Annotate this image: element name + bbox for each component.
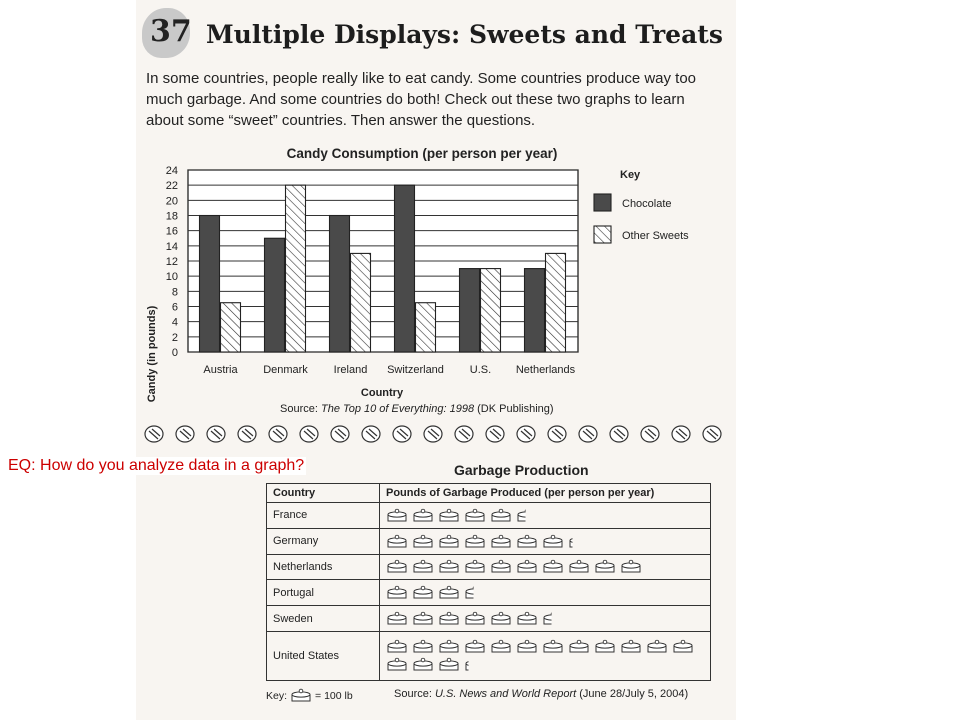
country-cell: Portugal [267, 580, 380, 606]
cake-icon [490, 559, 512, 574]
cake-icon [490, 639, 512, 654]
cake-icon [490, 534, 512, 549]
candy-icon [300, 426, 318, 442]
intro-paragraph: In some countries, people really like to eat candy. Some countries produce way too much garbage. And some countries do both! Check out these two graphs to learn about some “sweet” countries. Then answer the questions. [146, 70, 697, 129]
y-tick-label: 2 [171, 331, 178, 344]
bar-other-sweets [481, 269, 501, 352]
candy-icon [145, 426, 163, 442]
y-tick-label: 18 [165, 210, 178, 223]
candy-icon [641, 426, 659, 442]
icons-cell [380, 606, 711, 632]
cake-icon [386, 639, 408, 654]
icon-row [386, 506, 704, 525]
y-tick-label: 6 [171, 301, 178, 314]
cake-icon [542, 559, 564, 574]
icons-cell [380, 580, 711, 606]
table-row [267, 580, 711, 606]
cake-icon [438, 639, 460, 654]
bar-chocolate [200, 216, 220, 353]
cake-icon [438, 657, 460, 672]
bar-chocolate [460, 269, 480, 352]
cake-icon [516, 611, 538, 626]
bar-other-sweets [221, 303, 241, 352]
x-tick-label: Netherlands [515, 364, 576, 376]
table-row [267, 631, 711, 680]
legend-label: Other Sweets [622, 230, 689, 242]
worksheet-title: Multiple Displays: Sweets and Treats [206, 20, 723, 49]
cake-icon [412, 657, 434, 672]
cake-icon [646, 639, 668, 654]
cake-icon [516, 508, 538, 523]
y-tick-label: 8 [171, 286, 178, 299]
source-label: Source: [394, 688, 432, 700]
x-tick-label: Ireland [333, 364, 368, 376]
candy-icon [579, 426, 597, 442]
worksheet-header [142, 6, 732, 62]
y-tick-label: 4 [171, 316, 178, 329]
candy-icon [238, 426, 256, 442]
source-title: U.S. News and World Report [434, 688, 577, 700]
candy-icon [672, 426, 690, 442]
bar-chocolate [265, 238, 285, 352]
y-tick-label: 20 [165, 195, 178, 208]
candy-icon [455, 426, 473, 442]
lesson-number: 37 [150, 14, 192, 49]
cake-icon [438, 508, 460, 523]
cake-icon [464, 534, 486, 549]
icon-row [386, 609, 704, 628]
cake-icon [594, 639, 616, 654]
country-cell: Netherlands [267, 554, 380, 580]
candy-icon [517, 426, 535, 442]
y-tick-label: 12 [165, 256, 178, 268]
table-row [267, 528, 711, 554]
cake-icon [386, 508, 408, 523]
icons-cell [380, 528, 711, 554]
table-row [267, 554, 711, 580]
cake-icon [438, 611, 460, 626]
candy-icon [176, 426, 194, 442]
x-tick-label: Austria [203, 364, 238, 376]
cake-icon [464, 639, 486, 654]
chart-source: Source: The Top 10 of Everything: 1998 (DK Publishing) [280, 403, 554, 415]
icon-row [386, 637, 704, 674]
icon-row [386, 583, 704, 602]
x-tick-label: Denmark [263, 364, 308, 376]
candy-icon [362, 426, 380, 442]
candy-icon [424, 426, 442, 442]
pictograph-source [394, 688, 688, 700]
essential-question: EQ: How do you analyze data in a graph? [8, 457, 305, 474]
country-cell: Germany [267, 528, 380, 554]
cake-icon [412, 611, 434, 626]
chart-title: Candy Consumption (per person per year) [286, 146, 558, 161]
x-axis-label: Country [360, 387, 404, 399]
table-row [267, 503, 711, 529]
y-tick-label: 24 [165, 165, 178, 177]
bar-chocolate [395, 185, 415, 352]
pictograph-table [266, 483, 711, 681]
candy-icon [486, 426, 504, 442]
key-value: = 100 lb [315, 689, 353, 702]
cake-icon [412, 639, 434, 654]
y-tick-label: 0 [171, 347, 178, 359]
worksheet-page [136, 0, 736, 720]
pictograph-key [266, 688, 353, 703]
cake-icon [568, 559, 590, 574]
candy-icon [703, 426, 721, 442]
cake-icon [412, 559, 434, 574]
cake-icon [438, 585, 460, 600]
x-tick-label: U.S. [469, 364, 492, 376]
cake-icon [516, 639, 538, 654]
cake-icon [464, 611, 486, 626]
cake-icon [672, 639, 694, 654]
cake-icon [386, 585, 408, 600]
cake-icon [386, 559, 408, 574]
x-tick-label: Switzerland [387, 364, 444, 376]
cake-icon [464, 585, 486, 600]
col-header-pounds: Pounds of Garbage Produced (per person per year) [380, 484, 711, 503]
cake-icon [290, 688, 312, 703]
cake-icon [438, 559, 460, 574]
chart-legend [594, 169, 689, 243]
cake-icon [490, 508, 512, 523]
cake-icon [438, 534, 460, 549]
legend-swatch [594, 194, 611, 211]
candy-icon [393, 426, 411, 442]
cake-icon [542, 534, 564, 549]
y-tick-label: 16 [165, 225, 178, 238]
cake-icon [386, 657, 408, 672]
cake-icon [516, 559, 538, 574]
cake-icon [542, 611, 564, 626]
bar-other-sweets [416, 303, 436, 352]
cake-icon [412, 508, 434, 523]
icons-cell [380, 503, 711, 529]
candy-icon [331, 426, 349, 442]
bar-other-sweets [351, 253, 371, 352]
candy-icon [269, 426, 287, 442]
country-cell: France [267, 503, 380, 529]
country-cell: Sweden [267, 606, 380, 632]
candy-bar-chart [136, 140, 736, 460]
cake-icon [464, 508, 486, 523]
legend-label: Chocolate [622, 198, 672, 210]
candy-icon [610, 426, 628, 442]
icon-row [386, 532, 704, 551]
chart-gridlines [188, 170, 578, 352]
candy-doodle-row [145, 426, 721, 442]
col-header-country: Country [267, 484, 380, 503]
legend-swatch [594, 226, 611, 243]
x-axis-ticks [203, 364, 575, 376]
candy-icon [207, 426, 225, 442]
bar-other-sweets [286, 185, 306, 352]
source-date: (June 28/July 5, 2004) [579, 688, 689, 700]
cake-icon [412, 534, 434, 549]
bar-chocolate [525, 269, 545, 352]
cake-icon [516, 534, 538, 549]
cake-icon [490, 611, 512, 626]
y-axis-label: Candy (in pounds) [146, 305, 158, 403]
cake-icon [594, 559, 616, 574]
country-cell: United States [267, 631, 380, 680]
cake-icon [620, 559, 642, 574]
bar-chocolate [330, 216, 350, 353]
icons-cell [380, 631, 711, 680]
y-axis-ticks [166, 165, 178, 359]
candy-icon [548, 426, 566, 442]
table-row [267, 606, 711, 632]
icon-row [386, 557, 704, 576]
pictograph-title: Garbage Production [454, 462, 589, 478]
icons-cell [380, 554, 711, 580]
cake-icon [464, 657, 486, 672]
cake-icon [542, 639, 564, 654]
cake-icon [412, 585, 434, 600]
cake-icon [620, 639, 642, 654]
cake-icon [464, 559, 486, 574]
y-tick-label: 22 [165, 180, 178, 193]
cake-icon [386, 611, 408, 626]
y-tick-label: 14 [165, 240, 178, 253]
y-tick-label: 10 [165, 271, 178, 284]
cake-icon [568, 534, 590, 549]
bar-other-sweets [546, 253, 566, 352]
cake-icon [568, 639, 590, 654]
cake-icon [386, 534, 408, 549]
key-label: Key: [266, 689, 288, 702]
legend-title: Key [620, 169, 641, 181]
